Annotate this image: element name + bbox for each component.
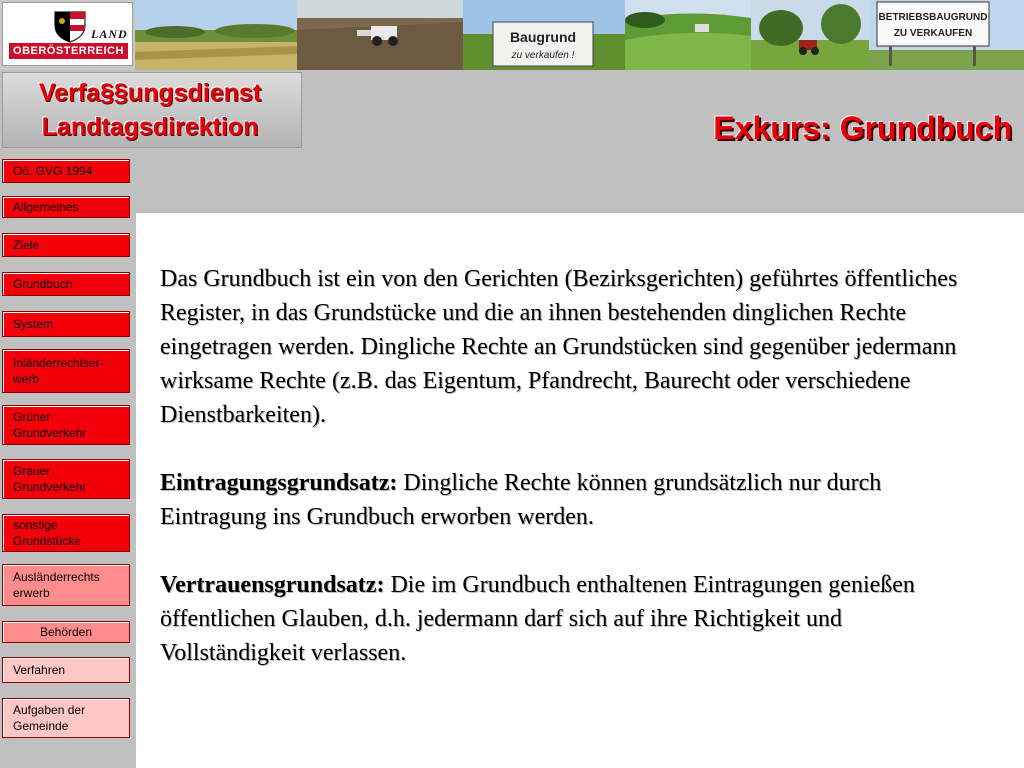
nav-item-sonstige-grundstuecke[interactable]: sonstige Grundstücke xyxy=(2,514,130,552)
orchard-tractor-photo xyxy=(751,0,869,70)
nav-item-grundbuch[interactable]: Grundbuch xyxy=(2,272,130,296)
nav-item-behoerden[interactable]: Behörden xyxy=(2,621,130,643)
nav-item-gruener-grundverkehr[interactable]: Grüner Grundverkehr xyxy=(2,405,130,445)
tractor-field-photo xyxy=(297,0,463,70)
nav-item-oo-gvg-1994[interactable]: Oö. GVG 1994 xyxy=(2,159,130,183)
text-eintragungsgrundsatz: Dingliche Rechte können grundsätzlich nur durch Eintragung ins Grundbuch erworben werden. xyxy=(160,470,882,530)
nav-item-ziele[interactable]: Ziele xyxy=(2,233,130,257)
sign-text-1a: Baugrund xyxy=(509,29,577,45)
nav-item-grauer-grundverkehr[interactable]: Grauer Grundverkehr xyxy=(2,459,130,499)
logo-word: LAND xyxy=(91,27,128,41)
paragraph-definition: Das Grundbuch ist ein von den Gerichten (Bezirksgerichten) geführtes öffentliches Register, in das Grundstücke und die an ihnen bestehenden dinglichen Rechte eingetragen werden. Dingliche Rechte an Grundstücken sind gegenüber jedermann wirksame Rechte (z.B. das Eigentum, Pfandrecht, Baurecht oder verschiedene Dienstbarkeiten). xyxy=(160,266,958,428)
organization-name: Verfa§§ungsdienst xyxy=(38,79,262,107)
sidebar xyxy=(0,148,136,768)
sign-text-1b: zu verkaufen ! xyxy=(511,50,575,61)
paragraph-eintragungsgrundsatz xyxy=(160,466,980,534)
term-eintragungsgrundsatz: Eintragungsgrundsatz: xyxy=(160,470,398,496)
baugrund-sign-photo xyxy=(463,0,625,70)
sign-text-2a: BETRIEBSBAUGRUND xyxy=(878,12,988,23)
text-vertrauensgrundsatz: Die im Grundbuch enthaltenen Eintragungen genießen öffentlichen Glauben, d.h. jedermann darf sich auf ihre Richtigkeit und Vollständigkeit verlassen. xyxy=(160,572,915,666)
header-photo-strip xyxy=(0,0,1024,70)
betriebsbaugrund-sign-photo xyxy=(869,0,1024,70)
paragraph-vertrauensgrundsatz xyxy=(160,568,980,670)
nav-item-aufgaben-der-gemeinde[interactable]: Aufgaben der Gemeinde xyxy=(2,698,130,738)
sign-text-2b: ZU VERKAUFEN xyxy=(893,28,973,39)
nav-item-allgemeines[interactable]: Allgemeines xyxy=(2,196,130,218)
nav-item-auslaenderrechtserwerb[interactable]: Ausländerrechts erwerb xyxy=(2,564,130,606)
green-hills-photo xyxy=(625,0,751,70)
nav-item-inlaenderrechtserwerb[interactable]: Inländerrechtser- werb xyxy=(2,349,130,393)
nav-item-verfahren[interactable]: Verfahren xyxy=(2,657,130,683)
organization-department: Landtagsdirektion xyxy=(41,113,259,141)
coat-of-arms-icon xyxy=(51,9,89,43)
main-content xyxy=(160,262,980,670)
nav-item-system[interactable]: System xyxy=(2,311,130,337)
logo-banner: OBERÖSTERREICH xyxy=(9,43,128,59)
slide-title: Exkurs: Grundbuch xyxy=(713,110,1012,146)
land-ooe-logo xyxy=(2,2,133,66)
landscape-photo-fields xyxy=(135,0,297,70)
term-vertrauensgrundsatz: Vertrauensgrundsatz: xyxy=(160,572,385,598)
